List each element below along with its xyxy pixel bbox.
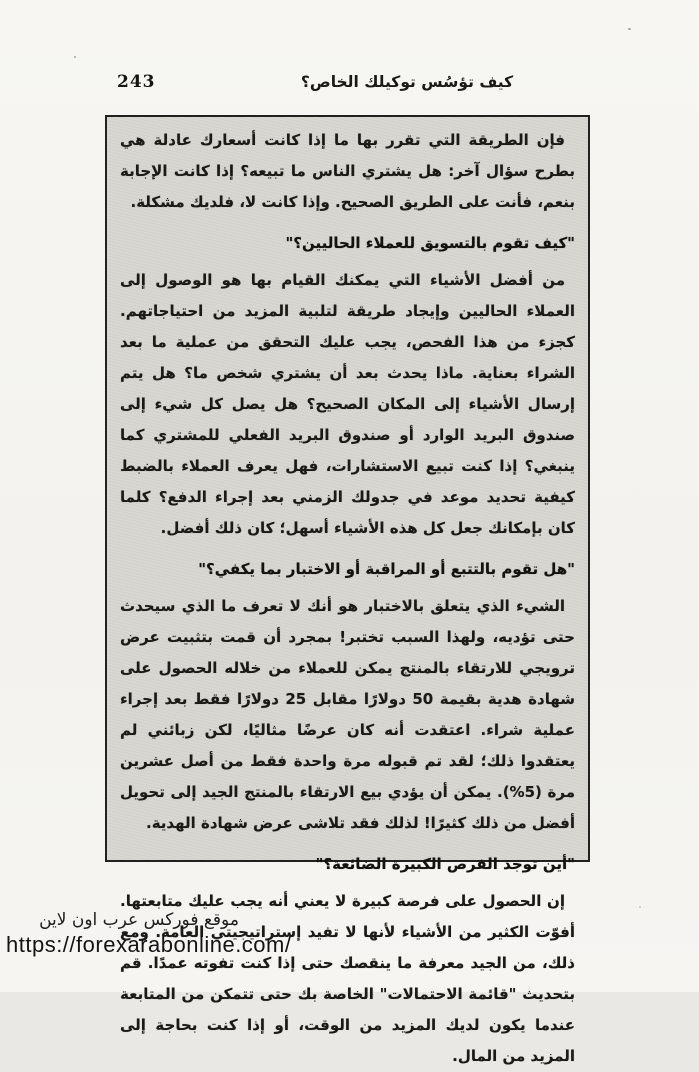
paragraph-3: الشيء الذي يتعلق بالاختبار هو أنك لا تعرف ما الذي سيحدث حتى تؤديه، ولهذا السبب تختبر! بمجرد أن قمت بتثبيت عرض ترويجي للارتقاء بالمنتج يمكن للعملاء من خلاله الحصول على شهادة هدية بقيمة 50 دولارًا مقابل 25 دولارًا فقط بعد إجراء عملية شراء. اعتقدت أنه كان عرضًا مثاليًا، لكن زبائني لم يعتقدوا ذلك؛ لقد تم قبوله مرة واحدة فقط من أصل عشرين مرة (5%). يمكن أن يؤدي بيع الارتقاء بالمنتج الجيد إلى تحويل أفضل من ذلك كثيرًا! لذلك فقد تلاشى عرض شهادة الهدية.	[120, 597, 576, 832]
scan-speck	[74, 56, 76, 58]
paragraph-4: إن الحصول على فرصة كبيرة لا يعني أنه يجب عليك متابعتها. أفوّت الكثير من الأشياء لأنها لا تفيد إستراتيجيتي العامة. ومع ذلك، من الجيد معرفة ما ينقصك حتى إذا كنت تفوته عمدًا. قم بتحديث "قائمة الاحتمالات" الخاصة بك حتى تتمكن من المتابعة عندما يكون لديك المزيد من الوقت، أو إذا كنت بحاجة إلى المزيد من المال.	[120, 892, 575, 1065]
section-heading-2: "هل تقوم بالتتبع أو المراقبة أو الاختبار بما يكفي؟"	[198, 560, 575, 578]
paragraph-2: من أفضل الأشياء التي يمكنك القيام بها هو الوصول إلى العملاء الحاليين وإيجاد طريقة لتلبية المزيد من احتياجاتهم. كجزء من هذا الفحص، يجب عليك التحقق من عملية ما بعد الشراء بعناية. ماذا يحدث بعد أن يشتري شخص ما؟ هل يتم إرسال الأشياء إلى المكان الصحيح؟ هل يصل كل شيء إلى صندوق البريد الوارد أو صندوق البريد الفعلي للمشتري كما ينبغي؟ إذا كنت تبيع الاستشارات، فهل يعرف العملاء بالضبط كيفية تحديد موعد في جدولك الزمني بعد إجراء الدفع؟ كلما كان بإمكانك جعل كل هذه الأشياء أسهل؛ كان ذلك أفضل.	[120, 271, 575, 537]
section-heading-3: "أين توجد الفرص الكبيرة الضائعة؟"	[315, 855, 575, 873]
watermark-site-name: موقع فوركس عرب اون لاين	[39, 910, 239, 930]
page-header	[0, 70, 699, 96]
paragraph-1: فإن الطريقة التي تقرر بها ما إذا كانت أسعارك عادلة هي بطرح سؤال آخر: هل يشتري الناس ما تبيعه؟ إذا كانت الإجابة بنعم، فأنت على الطريق الصحيح. وإذا كانت لا، فلديك مشكلة.	[120, 131, 575, 211]
page-number: 243	[117, 72, 156, 92]
section-heading-1: "كيف تقوم بالتسويق للعملاء الحاليين؟"	[285, 234, 575, 252]
scan-speck	[639, 906, 641, 908]
watermark	[6, 910, 292, 958]
chapter-title: كيف تؤسُس توكيلك الخاص؟	[300, 73, 514, 91]
watermark-url: https://forexarabonline.com/	[6, 932, 292, 957]
scan-speck	[628, 28, 631, 30]
